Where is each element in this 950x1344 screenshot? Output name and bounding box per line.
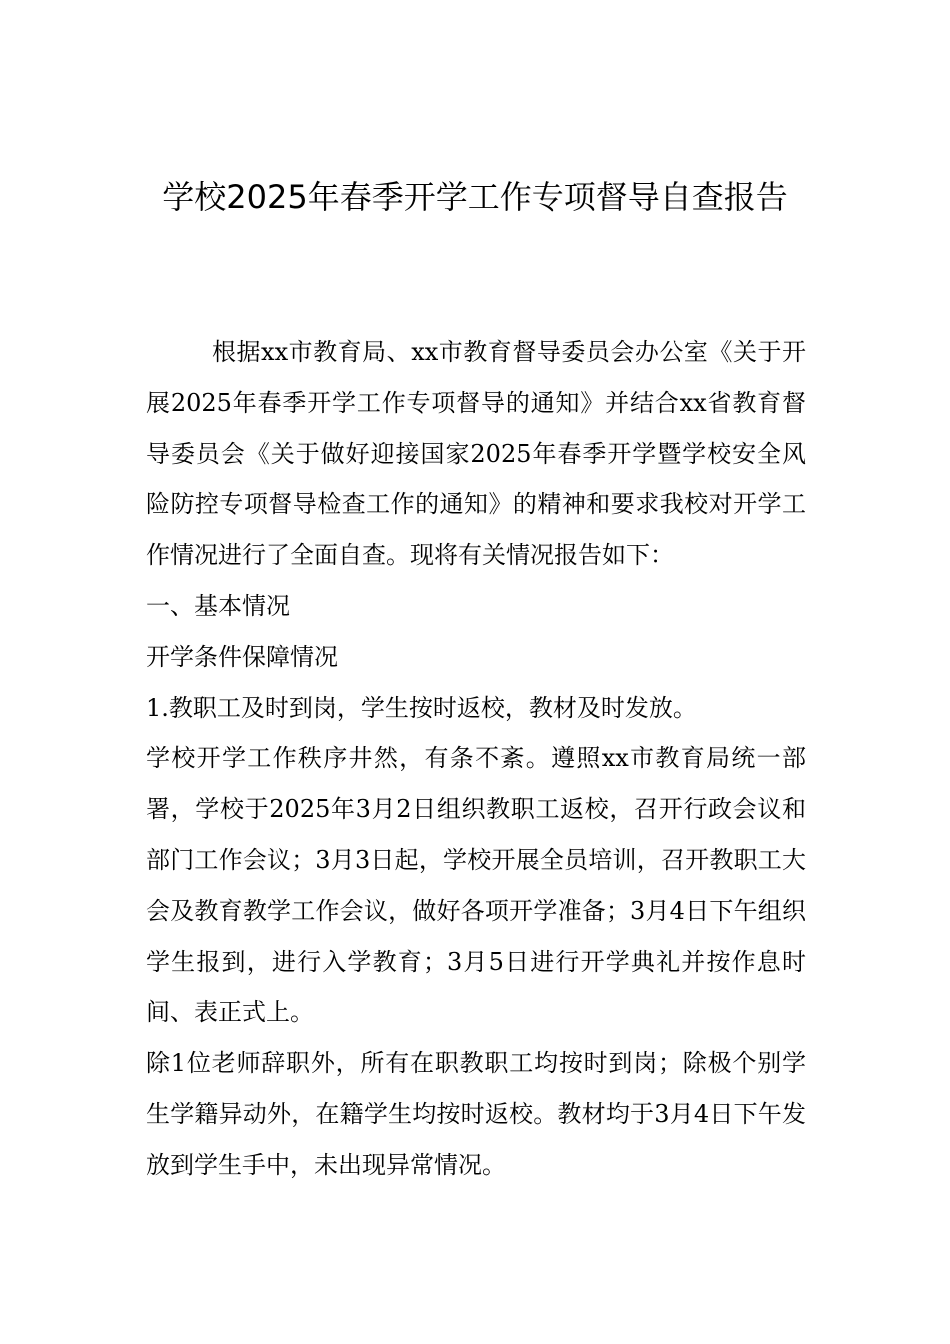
numbered-item-heading: 1.教职工及时到岗，学生按时返校，教材及时发放。 [146, 693, 697, 722]
body-paragraph: 除1位老师辞职外，所有在职教职工均按时到岗；除极个别学生学籍异动外，在籍学生均按时返校。教材均于3月4日下午发放到学生手中，未出现异常情况。 [146, 1049, 806, 1179]
intro-paragraph: 根据xx市教育局、xx市教育督导委员会办公室《关于开展2025年春季开学工作专项督导的通知》并结合xx省教育督导委员会《关于做好迎接国家2025年春季开学暨学校安全风险防控专项督导检查工作的通知》的精神和要求我校对开学工作情况进行了全面自查。现将有关情况报告如下： [146, 338, 806, 570]
body-paragraph: 学校开学工作秩序井然，有条不紊。遵照xx市教育局统一部署，学校于2025年3月2日组织教职工返校，召开行政会议和部门工作会议；3月3日起，学校开展全员培训，召开教职工大会及教育教学工作会议，做好各项开学准备；3月4日下午组织学生报到，进行入学教育；3月5日进行开学典礼并按作息时间、表正式上。 [146, 744, 806, 1027]
document-body [146, 327, 806, 1191]
document-title: 学校2025年春季开学工作专项督导自查报告 [162, 178, 788, 216]
section-heading: 一、基本情况 [146, 591, 290, 620]
subsection-heading: 开学条件保障情况 [146, 642, 338, 671]
